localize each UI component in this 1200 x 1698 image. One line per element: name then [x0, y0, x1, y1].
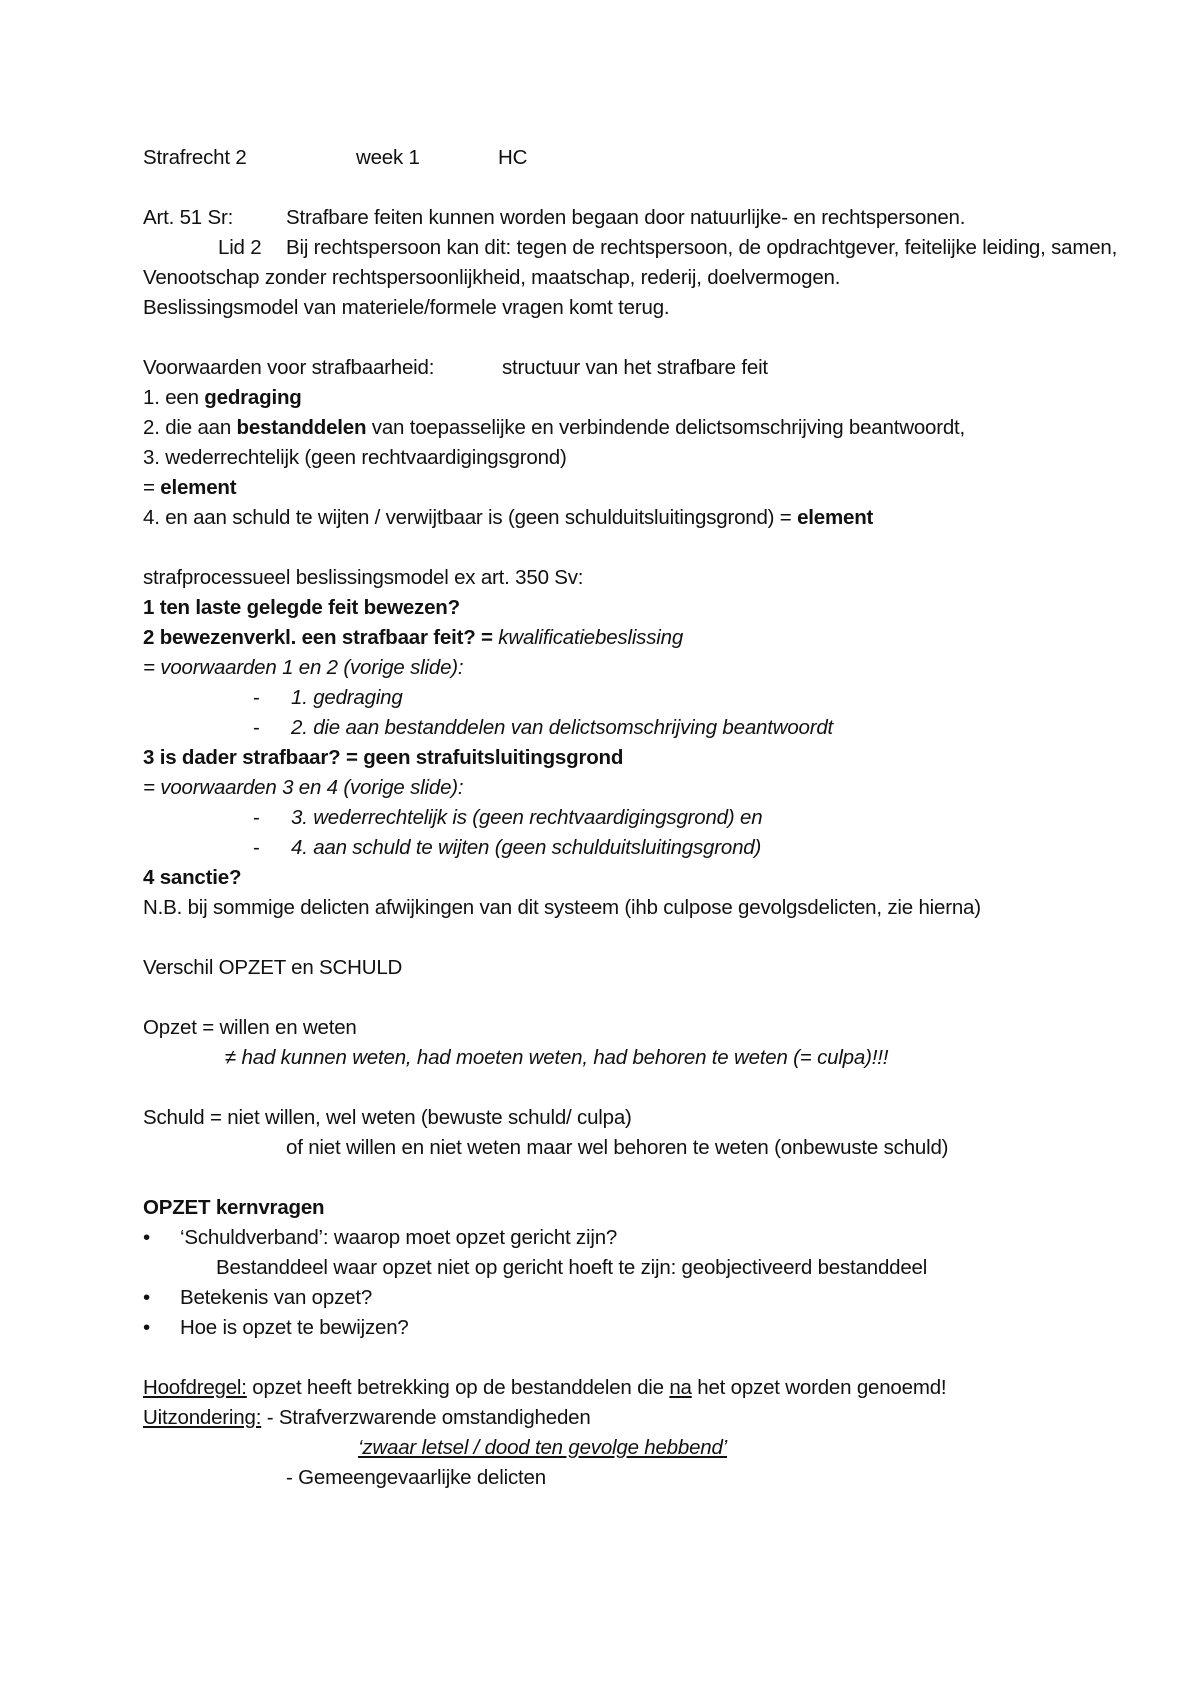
dash: - — [253, 716, 260, 739]
hoofdregel — [143, 1373, 1143, 1403]
uitzondering — [143, 1403, 1143, 1433]
kernvraag-3-text: Hoe is opzet te bewijzen? — [180, 1316, 409, 1339]
header-line — [143, 143, 1143, 173]
model-q2-bold: 2 bewezenverkl. een strafbaar feit? = — [143, 626, 499, 649]
voorwaarde-1 — [143, 383, 1143, 413]
bullet-icon: • — [143, 1226, 150, 1249]
element-eq: = — [143, 476, 161, 499]
voorwaarde-4-text: 4. en aan schuld te wijten / verwijtbaar is (geen schulduitsluitingsgrond) = — [143, 506, 798, 529]
voorwaarde-3: 3. wederrechtelijk (geen rechtvaardigingsgrond) — [143, 446, 567, 469]
voorwaarde-2-rest: van toepasselijke en verbindende delictsomschrijving beantwoordt, — [366, 416, 966, 439]
model-q3-sub-text: 3. wederrechtelijk is (geen rechtvaardigingsgrond) en — [291, 806, 763, 829]
document-body — [143, 143, 1143, 1493]
model-q2 — [143, 623, 1143, 653]
hoofdregel-rest: het opzet worden genoemd! — [691, 1376, 947, 1399]
model-q1: 1 ten laste gelegde feit bewezen? — [143, 596, 460, 619]
kernvraag-3 — [143, 1313, 1143, 1343]
voorwaarden-heading — [143, 353, 1143, 383]
dash: - — [253, 686, 260, 709]
model-q3-sub-text: 4. aan schuld te wijten (geen schulduitsluitingsgrond) — [291, 836, 762, 859]
kernvraag-1 — [143, 1223, 1143, 1253]
model-q3: 3 is dader strafbaar? = geen strafuitsluitingsgrond — [143, 746, 624, 769]
voorwaarde-1-bold: gedraging — [204, 386, 302, 409]
uitzondering-label: Uitzondering: — [143, 1406, 262, 1429]
kernvraag-1-text: ‘Schuldverband’: waarop moet opzet gericht zijn? — [180, 1226, 618, 1249]
kernvraag-1-note: Bestanddeel waar opzet niet op gericht hoeft te zijn: geobjectiveerd bestanddeel — [216, 1256, 928, 1279]
model-q4: 4 sanctie? — [143, 866, 242, 889]
opzet-note: ≠ had kunnen weten, had moeten weten, had behoren te weten (= culpa)!!! — [225, 1046, 889, 1069]
lid2-label: Lid 2 — [218, 236, 262, 259]
model-q2-sub — [143, 683, 1143, 713]
art51-lid2 — [143, 233, 1143, 293]
model-q2-sub-text: 1. gedraging — [291, 686, 403, 709]
kernvragen-title: OPZET kernvragen — [143, 1196, 325, 1219]
hoofdregel-na: na — [669, 1376, 692, 1399]
art51-label: Art. 51 Sr: — [143, 206, 234, 229]
element-bold: element — [160, 476, 237, 499]
dash: - — [253, 806, 260, 829]
voorwaarde-4-bold: element — [797, 506, 874, 529]
model-q3-sub — [143, 833, 1143, 863]
bullet-icon: • — [143, 1286, 150, 1309]
voorwaarde-2 — [143, 413, 1143, 443]
uitzondering-text: - Strafverzwarende omstandigheden — [261, 1406, 591, 1429]
kernvraag-2-text: Betekenis van opzet? — [180, 1286, 373, 1309]
element-line — [143, 473, 1143, 503]
voorwaarde-2-bold: bestanddelen — [236, 416, 367, 439]
hoofdregel-label: Hoofdregel: — [143, 1376, 247, 1399]
kernvraag-2 — [143, 1283, 1143, 1313]
voorwaarden-title: Voorwaarden voor strafbaarheid: — [143, 356, 435, 379]
art51-line — [143, 203, 1143, 233]
week-label: week 1 — [356, 146, 420, 169]
dash: - — [253, 836, 260, 859]
model-q2-sub-text: 2. die aan bestanddelen van delictsomschrijving beantwoordt — [291, 716, 834, 739]
opzet-definition: Opzet = willen en weten — [143, 1016, 357, 1039]
uitzondering-2: - Gemeengevaarlijke delicten — [286, 1466, 546, 1489]
lid2-text: Bij rechtspersoon kan dit: tegen de rechtspersoon, de opdrachtgever, feitelijke leiding, samen, Venootschap zonder rechtspersoonlijkheid, maatschap, rederij, doelvermogen. — [143, 236, 1118, 289]
bullet-icon: • — [143, 1316, 150, 1339]
model-q2-note: = voorwaarden 1 en 2 (vorige slide): — [143, 656, 464, 679]
model-nb: N.B. bij sommige delicten afwijkingen van dit systeem (ihb culpose gevolgsdelicten, zie hierna) — [143, 896, 981, 919]
schuld-definition: Schuld = niet willen, wel weten (bewuste schuld/ culpa) — [143, 1106, 632, 1129]
model-title: strafprocessueel beslissingsmodel ex art. 350 Sv: — [143, 566, 584, 589]
model-q3-sub — [143, 803, 1143, 833]
uitzondering-quote: ‘zwaar letsel / dood ten gevolge hebbend’ — [358, 1436, 728, 1459]
model-q2-sub — [143, 713, 1143, 743]
model-note: Beslissingsmodel van materiele/formele vragen komt terug. — [143, 296, 670, 319]
art51-text: Strafbare feiten kunnen worden begaan door natuurlijke- en rechtspersonen. — [286, 206, 966, 229]
lecture-type: HC — [498, 146, 528, 169]
course-title: Strafrecht 2 — [143, 146, 247, 169]
model-q3-note: = voorwaarden 3 en 4 (vorige slide): — [143, 776, 464, 799]
voorwaarde-1-text: 1. een — [143, 386, 205, 409]
hoofdregel-text: opzet heeft betrekking op de bestanddelen die — [246, 1376, 670, 1399]
model-q2-italic: kwalificatiebeslissing — [498, 626, 684, 649]
schuld-note: of niet willen en niet weten maar wel behoren te weten (onbewuste schuld) — [286, 1136, 949, 1159]
verschil-title: Verschil OPZET en SCHULD — [143, 956, 403, 979]
voorwaarde-2-text: 2. die aan — [143, 416, 237, 439]
voorwaarde-4 — [143, 503, 1143, 533]
voorwaarden-subtitle: structuur van het strafbare feit — [502, 356, 768, 379]
